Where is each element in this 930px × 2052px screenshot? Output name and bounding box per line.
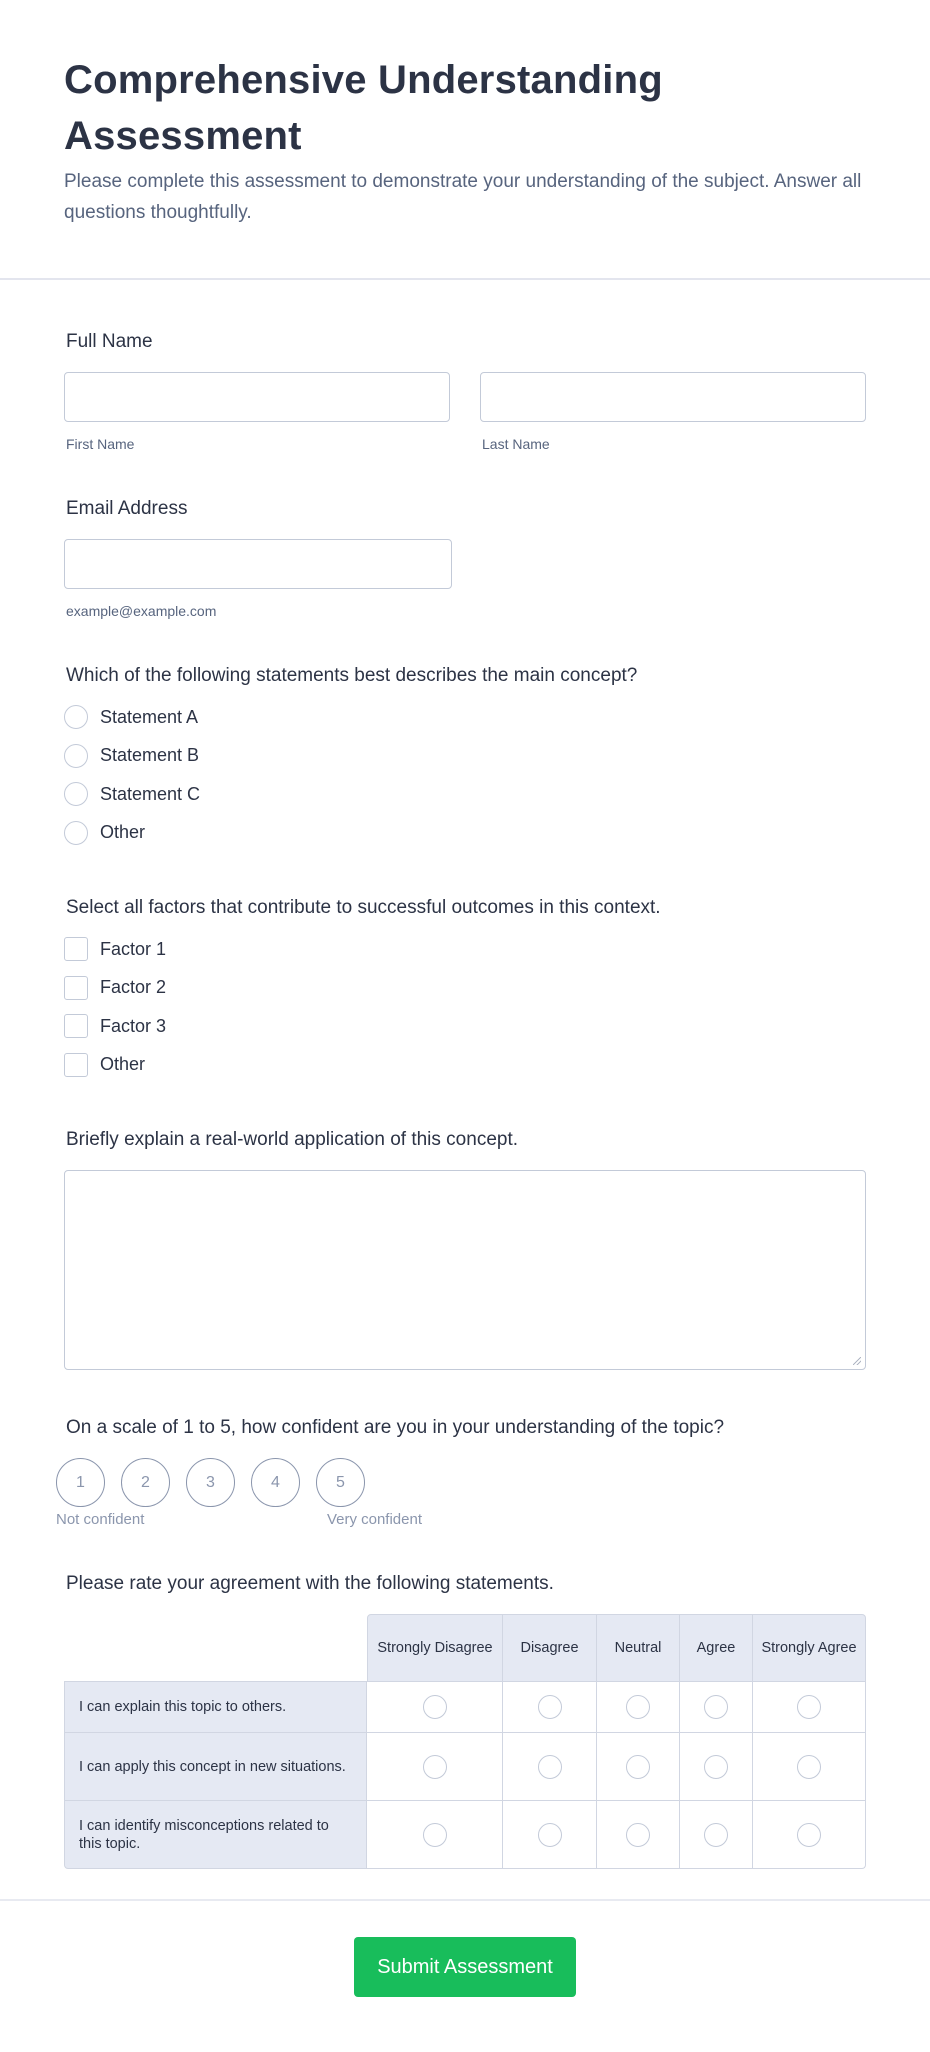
matrix-radio[interactable] <box>704 1755 728 1779</box>
checkbox-option-factor-3[interactable] <box>64 1007 866 1046</box>
checkbox-option-factor-1[interactable] <box>64 930 866 969</box>
form-footer <box>0 1899 930 2045</box>
matrix-radio[interactable] <box>423 1823 447 1847</box>
main-concept-options <box>64 698 866 852</box>
factors-question <box>64 896 866 1084</box>
factors-options <box>64 930 866 1084</box>
option-label: Statement B <box>100 745 200 766</box>
page-subtitle: Please complete this assessment to demonstrate your understanding of the subject. Answer all questions thoughtfully. <box>64 171 862 223</box>
radio-button[interactable] <box>64 782 88 806</box>
full-name-label: Full Name <box>66 331 153 352</box>
matrix-row-label: I can identify misconceptions related to this topic. <box>64 1801 367 1869</box>
scale-max-label: Very confident <box>326 1511 422 1528</box>
scale-option-4[interactable]: 4 <box>251 1458 300 1507</box>
email-input[interactable] <box>64 539 452 589</box>
matrix-column-header: Strongly Agree <box>753 1614 866 1682</box>
matrix-radio[interactable] <box>704 1695 728 1719</box>
radio-button[interactable] <box>64 744 88 768</box>
confidence-question <box>56 1416 866 1528</box>
scale-option-2[interactable]: 2 <box>121 1458 170 1507</box>
scale-option-1[interactable]: 1 <box>56 1458 105 1507</box>
checkbox[interactable] <box>64 1014 88 1038</box>
scale-option-5[interactable]: 5 <box>316 1458 365 1507</box>
radio-option-statement-a[interactable] <box>64 698 866 737</box>
checkbox[interactable] <box>64 976 88 1000</box>
matrix-column-header: Agree <box>680 1614 753 1682</box>
matrix-radio[interactable] <box>626 1695 650 1719</box>
matrix-radio[interactable] <box>423 1755 447 1779</box>
checkbox[interactable] <box>64 1053 88 1077</box>
checkbox-option-other[interactable] <box>64 1046 866 1085</box>
option-label: Factor 2 <box>100 977 167 998</box>
option-label: Other <box>100 1054 146 1075</box>
full-name-field <box>64 330 866 453</box>
matrix-radio[interactable] <box>538 1823 562 1847</box>
application-textarea[interactable] <box>64 1170 866 1370</box>
matrix-radio[interactable] <box>797 1695 821 1719</box>
matrix-row-label: I can explain this topic to others. <box>64 1682 367 1733</box>
agreement-label: Please rate your agreement with the following statements. <box>66 1573 554 1594</box>
matrix-radio[interactable] <box>423 1695 447 1719</box>
matrix-radio[interactable] <box>704 1823 728 1847</box>
first-name-sublabel: First Name <box>66 436 135 452</box>
matrix-row-label: I can apply this concept in new situations. <box>64 1733 367 1801</box>
option-label: Statement A <box>100 706 199 727</box>
scale-labels <box>56 1511 422 1528</box>
radio-option-other[interactable] <box>64 814 866 853</box>
matrix-radio[interactable] <box>538 1695 562 1719</box>
scale-min-label: Not confident <box>56 1511 145 1528</box>
matrix-column-header: Disagree <box>503 1614 597 1682</box>
form-header <box>0 0 930 280</box>
radio-option-statement-b[interactable] <box>64 737 866 776</box>
matrix-radio[interactable] <box>538 1755 562 1779</box>
last-name-input[interactable] <box>480 372 866 422</box>
option-label: Factor 3 <box>100 1015 167 1036</box>
email-label: Email Address <box>66 498 188 519</box>
last-name-sublabel: Last Name <box>482 436 550 452</box>
matrix-radio[interactable] <box>626 1755 650 1779</box>
agreement-matrix <box>64 1614 866 1869</box>
main-concept-label: Which of the following statements best describes the main concept? <box>66 665 638 686</box>
matrix-column-header: Neutral <box>597 1614 680 1682</box>
confidence-scale <box>56 1458 866 1507</box>
factors-label: Select all factors that contribute to successful outcomes in this context. <box>66 897 661 918</box>
main-concept-question <box>64 664 866 852</box>
radio-option-statement-c[interactable] <box>64 775 866 814</box>
resize-grip-icon[interactable] <box>853 1357 861 1365</box>
email-sublabel: example@example.com <box>66 603 217 619</box>
matrix-row <box>64 1682 866 1733</box>
option-label: Factor 1 <box>100 938 167 959</box>
option-label: Statement C <box>100 783 201 804</box>
scale-option-3[interactable]: 3 <box>186 1458 235 1507</box>
email-field <box>64 497 866 620</box>
matrix-radio[interactable] <box>797 1823 821 1847</box>
assessment-form <box>0 280 930 1869</box>
submit-button[interactable]: Submit Assessment <box>354 1937 576 1997</box>
matrix-corner <box>64 1614 367 1682</box>
radio-button[interactable] <box>64 821 88 845</box>
matrix-column-header: Strongly Disagree <box>367 1614 503 1682</box>
matrix-radio[interactable] <box>626 1823 650 1847</box>
matrix-radio[interactable] <box>797 1755 821 1779</box>
confidence-label: On a scale of 1 to 5, how confident are you in your understanding of the topic? <box>66 1417 725 1438</box>
application-question <box>64 1128 866 1370</box>
option-label: Other <box>100 822 146 843</box>
agreement-question <box>64 1572 866 1869</box>
first-name-input[interactable] <box>64 372 450 422</box>
checkbox[interactable] <box>64 937 88 961</box>
application-label: Briefly explain a real-world application of this concept. <box>66 1129 519 1150</box>
radio-button[interactable] <box>64 705 88 729</box>
checkbox-option-factor-2[interactable] <box>64 969 866 1008</box>
matrix-row <box>64 1801 866 1869</box>
matrix-row <box>64 1733 866 1801</box>
page-title: Comprehensive Understanding Assessment <box>64 58 663 158</box>
